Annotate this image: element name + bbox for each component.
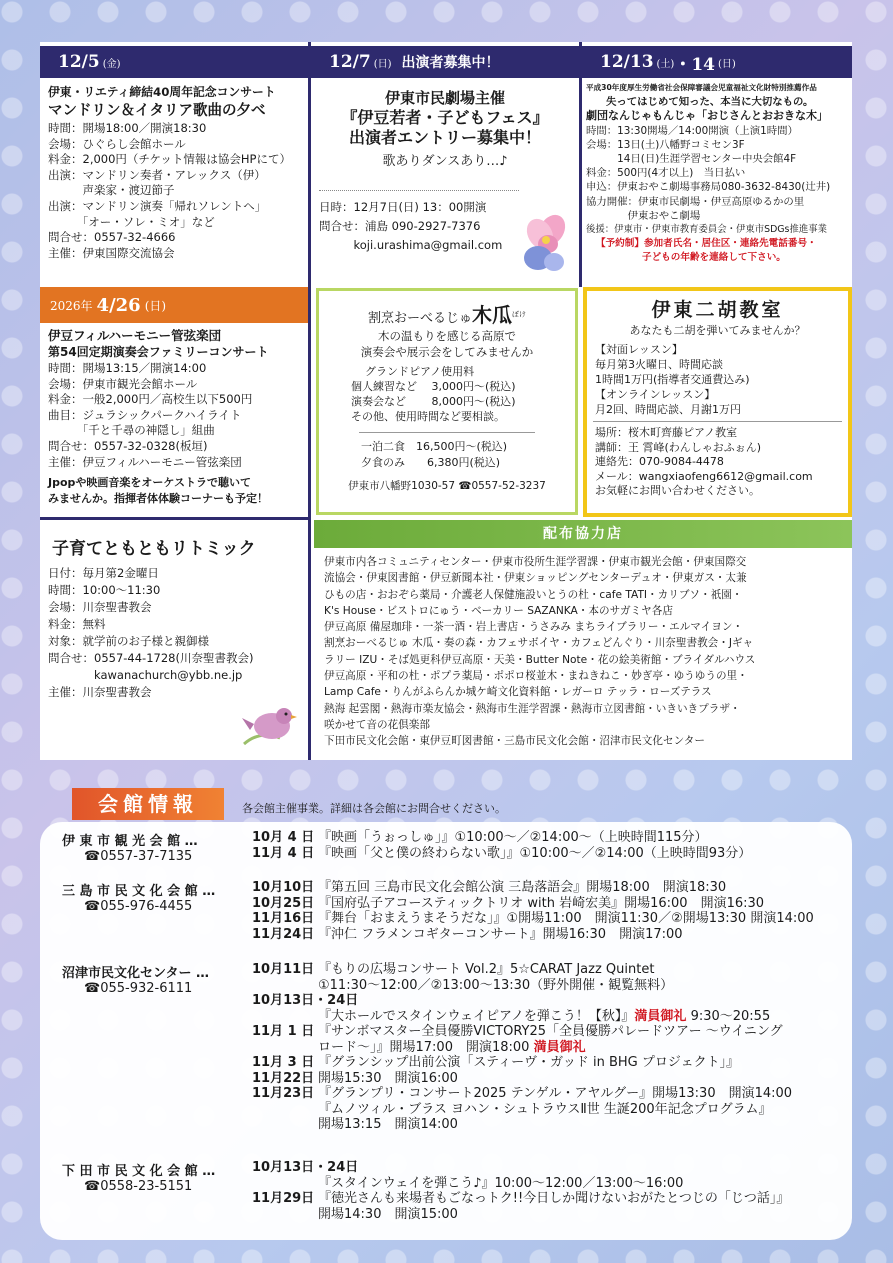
event-date: 4/26 (96, 294, 141, 316)
event-text: 『徳光さんも来場者もごなっトク!!今日しか聞けないおがたとつじの「じつ話」』 (318, 1191, 790, 1206)
event-text: 『グランシップ出前公演「スティーヴ・ガッド in BHG プロジェクト」』 (318, 1055, 740, 1070)
event-date: 10月13日・24日 (252, 993, 359, 1008)
flower-icon (516, 210, 576, 274)
detail-line: 日時：12月7日(日) 13：00開演 (319, 200, 487, 214)
event-subtitle: 伊東・リエティ締結40周年記念コンサート (48, 85, 276, 99)
venue-events (252, 830, 751, 861)
sold-out-badge: 満員御礼 (533, 1039, 586, 1055)
contact-line: メール：wangxiaofeng6612@gmail.com (595, 469, 813, 483)
school-title: 伊東二胡教室 (651, 299, 784, 321)
detail-line: 問合せ：浦島 090-2927-7376 (319, 219, 481, 233)
detail-line: 出演：マンドリン演奏「帰れソレントへ」 (48, 198, 267, 213)
event-date: 10月 4 日 (252, 830, 315, 845)
detail-line: 会場：伊東市観光会館ホール (48, 376, 198, 391)
contact-line: 講師：王 霄峰(わんしゃおふぉん) (595, 440, 762, 454)
detail-line: 時間：13:30開場／14:00開演（上演1時間） (586, 124, 798, 137)
event-text: 『グランプリ・コンサート2025 テンゲル・アヤルグー』開場13:30 開演14:00 (318, 1086, 793, 1101)
lesson-line: 【オンラインレッスン】 (595, 388, 716, 401)
hall-info-note: 各会館主催事業。詳細は各会館にお問合せください。 (242, 802, 506, 815)
day-of-week: (金) (102, 58, 121, 70)
event-text: 『もりの広場コンサート Vol.2』5☆CARAT Jazz Quintet (318, 962, 655, 977)
event-4-26 (40, 287, 308, 517)
event-rhythmic (40, 517, 308, 760)
event-date: 11月29日 (252, 1191, 315, 1206)
lesson-line: 1時間1万円(指導者交通費込み) (595, 373, 750, 386)
venue-mishima (62, 880, 215, 914)
divider (308, 287, 311, 517)
event-text: 『大ホールでスタインウェイピアノを弾こう！【秋】』 (318, 1008, 635, 1024)
sold-out-badge: 満員御礼 (634, 1008, 687, 1024)
day-of-week: (日) (144, 298, 167, 313)
day-of-week: (土) (656, 58, 675, 70)
event-date: 10月13日・24日 (252, 1160, 359, 1175)
event-text: 『舞台「おまえうまそうだな」』①開場11:00 開演11:30／②開場13:30 開演14:00 (318, 911, 814, 926)
contact-line: 場所：桜木町齊藤ピアノ教室 (595, 426, 738, 439)
venue-events (252, 962, 792, 1133)
day-of-week: (日) (373, 58, 392, 70)
shop-line: 伊豆高原・平和の杜・ポプラ薬局・ポポロ桜並木・まねきねこ・妙ぎ亭・ゆうゆうの里・ (324, 670, 748, 683)
detail-line: 料金：一般2,000円／高校生以下500円 (48, 392, 253, 407)
school-sub: あなたも二胡を弾いてみませんか？ (629, 324, 806, 337)
event-12-7 (311, 42, 579, 287)
detail-line: 問合せ：0557-32-0328(板垣) (48, 438, 208, 453)
detail-line: 問合せ：0557-32-4666 (48, 230, 176, 245)
event-text: ロード～」』開場17:00 開演18:00 (318, 1039, 530, 1055)
event-date: 11月24日 (252, 926, 315, 942)
ad-catch: 木の温もりを感じる高原で (378, 329, 516, 343)
event-promo: Jpopや映画音楽をオーケストラで聴いて (48, 476, 251, 490)
venue-events (252, 880, 814, 942)
day-of-week: (日) (718, 58, 736, 70)
event-text: 開場15:30 開演16:00 (318, 1070, 458, 1086)
event-date: 11月22日 (252, 1070, 315, 1086)
event-call: 出演者エントリー募集中！ (348, 128, 541, 147)
event-title: 『伊豆若者・子どもフェス』 (341, 108, 549, 127)
price-line: その他、使用時間など要相談。 (351, 410, 505, 423)
shop-name-ruby: ぼけ (512, 310, 526, 319)
event-date: 11月 4 日 (252, 845, 315, 861)
award-note: 平成30年度厚生労働省社会保障審議会児童福祉文化財特別推薦作品 (586, 83, 817, 92)
event-date: 11月16日 (252, 911, 315, 926)
shop-line: Lamp Cafe・りんがふらんか城ケ崎文化資料館・レガーロ テッラ・ローズテラス (324, 686, 712, 699)
event-date: 10月25日 (252, 895, 315, 911)
venue-name: 三 島 市 民 文 化 会 館 … (62, 884, 216, 899)
event-title: 子育てともともリトミック (52, 539, 256, 559)
event-promo: みませんか。指揮者体体験コーナーも予定！ (48, 491, 268, 505)
price-line: 個人練習など 3,000円～(税込) (351, 380, 516, 393)
event-tagline: 歌ありダンスあり…♪ (382, 154, 508, 169)
detail-line: 会場：ひぐらし会館ホール (48, 136, 186, 151)
detail-line: 申込：伊東おやこ劇場事務局080-3632-8430(辻井) (586, 181, 831, 194)
distribution-title: 配布協力店 (314, 520, 852, 548)
venue-numazu (62, 962, 209, 996)
event-text: 開場14:30 開演15:00 (318, 1206, 458, 1222)
event-date: 10月11日 (252, 962, 315, 977)
detail-line: 時間：開場18:00／開演18:30 (48, 121, 207, 135)
event-text: 『映画「父と僕の終わらない歌」』①10:00～／②14:00（上映時間93分） (318, 845, 752, 861)
events-grid (40, 42, 852, 760)
detail-line: 対象：就学前のお子様と親御様 (48, 634, 209, 648)
detail-line: 日付：毎月第2金曜日 (48, 566, 159, 580)
event-text: 『国府弘子アコースティックトリオ with 岩崎宏美』開場16:00 開演16:30 (318, 895, 765, 911)
shop-line: 熱海 起雲閣・熱海市楽友協会・熱海市生涯学習課・熱海市立図書館・いきいきプラザ・ (324, 702, 741, 715)
event-date: 11月 3 日 (252, 1055, 315, 1070)
detail-line: 後援：伊東市・伊東市教育委員会・伊東市SDGs推進事業 (586, 224, 827, 236)
detail-line: 「オー・ソレ・ミオ」など (48, 214, 215, 229)
detail-line: 声楽家・渡辺節子 (48, 183, 175, 198)
detail-line: 協力開催：伊東市民劇場・伊豆高原ゆるかの里 (586, 195, 805, 208)
event-text: 『第五回 三島市民文化会館公演 三島落語会』開場18:00 開演18:30 (318, 880, 727, 895)
detail-line: 主催：伊東国際交流協会 (48, 245, 175, 260)
event-title: 劇団なんじゃもんじゃ「おじさんとおおきな木」 (586, 109, 828, 123)
price-line: 一泊二食 16,500円～(税込) (361, 440, 508, 453)
price-line: グランドピアノ使用料 (365, 365, 475, 378)
detail-line: 料金：500円(4才以上) 当日払い (586, 167, 746, 180)
lesson-line: 毎月第3火曜日、時間応談 (595, 358, 723, 371)
shop-address: 伊東市八幡野1030-57 ☎0557-52-3237 (348, 480, 546, 492)
venue-name: 下 田 市 民 文 化 会 館 … (62, 1164, 216, 1179)
venue-tel: ☎055-932-6111 (84, 981, 193, 996)
event-date-header (40, 42, 308, 78)
event-text: ①11:30～12:00／②13:00～13:30（野外開催・観覧無料） (318, 977, 674, 993)
lesson-line: 【対面レッスン】 (595, 343, 683, 356)
detail-line: 出演：マンドリン奏者・アレックス（伊） (48, 167, 266, 182)
bird-icon (240, 700, 302, 756)
ad-erhu (583, 287, 852, 517)
detail-line: 14日(日)生涯学習センター中央会館4F (586, 153, 797, 166)
contact-line: お気軽にお問い合わせください。 (595, 484, 760, 497)
header-extra: 出演者募集中！ (401, 55, 500, 71)
event-text: 『スタインウェイを弾こう♪』10:00～12:00／13:00～16:00 (318, 1175, 684, 1191)
event-12-13 (582, 42, 852, 287)
venue-ito (62, 830, 198, 864)
detail-line: 主催：川奈聖書教会 (48, 685, 152, 699)
event-date: 11月23日 (252, 1086, 315, 1101)
event-date-2: ・14 (674, 54, 716, 75)
detail-line: 曲目：ジュラシックパークハイライト (48, 407, 242, 422)
email-line: kawanachurch@ybb.ne.jp (48, 668, 243, 682)
price-line: 演奏会など 8,000円～(税込) (351, 395, 516, 408)
ad-boke (316, 288, 578, 515)
distribution-list (314, 520, 852, 760)
event-date-header (40, 287, 308, 323)
event-title: マンドリン＆イタリア歌曲の夕べ (48, 103, 266, 119)
event-organizer: 伊豆フィルハーモニー管弦楽団 (48, 328, 222, 343)
shop-line: ひもの店・おおぞら薬局・介護老人保健施設いとうの杜・cafe TATI・カリブソ・祇園・ (324, 588, 743, 601)
event-text: 『ムノツィル・ブラス ヨハン・シュトラウスⅡ世 生誕200年記念プログラム』 (318, 1101, 772, 1117)
event-text: 開場13:15 開演14:00 (318, 1117, 458, 1132)
detail-line: 「千と千尋の神隠し」組曲 (48, 423, 215, 438)
event-text: 『映画「うぉっしゅ」』①10:00～／②14:00～（上映時間115分） (318, 830, 708, 845)
event-date-header (582, 42, 852, 78)
venue-tel: ☎0557-37-7135 (84, 849, 193, 864)
venue-name: 伊 東 市 観 光 会 館 … (62, 834, 198, 849)
event-text: 『サンボマスター全員優勝VICTORY25「全員優勝パレードツアー ～ウイニング (318, 1024, 783, 1039)
event-date: 12/7 (329, 52, 371, 72)
ad-catch: 演奏会や展示会をしてみませんか (360, 345, 534, 359)
venue-tel: ☎055-976-4455 (84, 899, 193, 914)
shop-line: 割烹おーべるじゅ 木瓜・奏の森・カフェサボイヤ・カフェどんぐり・川奈聖書教会・Jギャ (324, 637, 754, 650)
detail-line: 時間：開場13:15／開演14:00 (48, 361, 207, 375)
shop-line: 流協会・伊東図書館・伊豆新聞本社・伊東ショッピングセンターデュオ・伊東ガス・太兼 (324, 572, 747, 585)
shop-name: 割烹おーべるじゅ (367, 311, 472, 326)
shop-line: K's House・ビストロにゅう・ベーカリー SAZANKA・本のサガミヤ各店 (324, 604, 673, 617)
lesson-line: 月2回、時間応談、月謝1万円 (595, 403, 741, 416)
detail-line: 主催：伊豆フィルハーモニー管弦楽団 (48, 454, 242, 469)
price-line: 夕食のみ 6,380円(税込) (361, 456, 501, 469)
event-text: 9:30～20:55 (686, 1008, 771, 1024)
event-12-5 (40, 42, 308, 287)
shop-line: ラリー IZU・そば処更科伊豆高原・天美・Butter Note・花の絵美術館・ブライダルハウス (324, 653, 756, 666)
reservation-note: 【予約制】参加者氏名・居住区・連絡先電話番号・ (596, 238, 817, 250)
venue-name: 沼津市民文化センター … (62, 966, 210, 981)
venue-tel: ☎0558-23-5151 (84, 1179, 193, 1194)
event-date: 10月10日 (252, 880, 315, 895)
reservation-note: 子どもの年齢を連絡して下さい。 (642, 252, 786, 264)
event-tagline: 失ってはじめて知った、本当に大切なもの。 (606, 96, 814, 109)
detail-line: 時間：10:00～11:30 (48, 583, 161, 597)
event-date-header (311, 42, 579, 78)
shop-line: 伊豆高原 備屋珈琲・一茶一酒・岩上書店・うさみみ まちライブラリー・エルマイヨン・ (324, 621, 744, 634)
divider (308, 517, 311, 760)
hall-info-box (40, 822, 852, 1240)
event-title: 第54回定期演奏会ファミリーコンサート (48, 345, 269, 359)
shop-line: 咲かせて音の花倶楽部 (324, 718, 430, 731)
event-date: 12/13 (600, 52, 654, 72)
shop-line: 伊東市内各コミュニティセンター・伊東市役所生涯学習課・伊東市観光会館・伊東国際交 (324, 556, 747, 568)
contact-line: 連絡先：070-9084-4478 (595, 455, 724, 468)
detail-line: 会場：川奈聖書教会 (48, 600, 152, 614)
detail-line: 料金：無料 (48, 617, 106, 631)
event-organizer: 伊東市民劇場主催 (384, 89, 505, 107)
shop-name-main: 木瓜 (472, 303, 512, 327)
event-date: 11月 1 日 (252, 1024, 315, 1039)
event-text: 『沖仁 フラメンコギターコンサート』開場16:30 開演17:00 (318, 926, 683, 942)
venue-shimoda (62, 1160, 215, 1194)
shop-line: 下田市民文化会館・東伊豆町図書館・三島市民文化会館・沼津市民文化センター (324, 735, 705, 748)
detail-line: 会場：13日(土)八幡野コミセン3F (586, 138, 745, 151)
event-year: 2026年 (50, 298, 93, 313)
detail-line: 料金：2,000円（チケット情報は協会HPにて） (48, 152, 291, 167)
detail-line: 問合せ：0557-44-1728(川奈聖書教会) (48, 651, 254, 665)
venue-events (252, 1160, 789, 1222)
email-line: koji.urashima@gmail.com (319, 238, 503, 252)
hall-info-title: 会館情報 (72, 788, 224, 820)
detail-line: 伊東おやこ劇場 (586, 209, 701, 222)
event-date: 12/5 (58, 52, 100, 72)
